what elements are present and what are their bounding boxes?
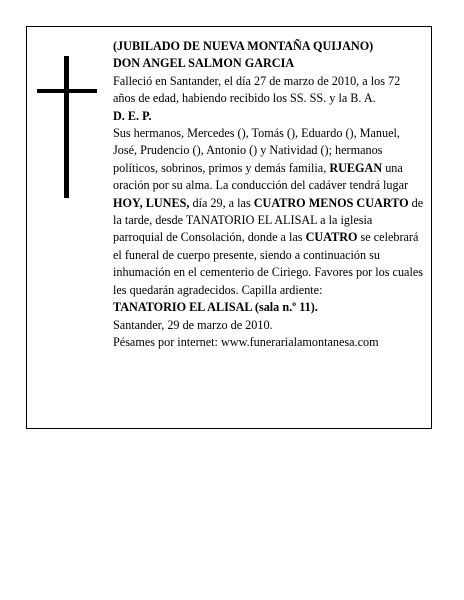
family-text-4: de la tarde, desde TANATORIO EL ALISAL a la iglesia parroquial de Consolación, donde a las [113,195,424,245]
cross-horizontal-bar [37,89,97,93]
family-text-3: día 29, a las [192,195,251,210]
family-paragraph [113,125,425,299]
obituary-notice [26,26,432,429]
deceased-name: DON ANGEL SALMON GARCIA [113,56,295,71]
cross-vertical-bar [64,56,69,198]
heading-line-1: (JUBILADO DE NUEVA MONTAÑA QUIJANO) [113,39,374,53]
family-text-5: se celebrará el funeral de cuerpo presente, siendo a continuación su inhumación en el cementerio de Ciriego. Favores por los cuales les quedarán agradecidos. Capilla ardiente: [113,230,424,297]
dep-line: D. E. P. [113,108,152,123]
death-announcement: Falleció en Santander, el día 27 de marzo de 2010, a los 72 años de edad, habiendo recibido los SS. SS. y la B. A. [113,73,401,106]
date-line: Santander, 29 de marzo de 2010. [113,317,273,332]
cross-icon [37,56,97,198]
funeral-time-text: CUATRO [305,230,358,245]
family-text-1: Sus hermanos, Mercedes (), Tomás (), Eduardo (), Manuel, José, Prudencio (), Antonio () y Natividad (); hermanos políticos, sobrinos, primos y demás familia, [113,126,400,175]
condolences-line: Pésames por internet: www.funerarialamontanesa.com [113,334,379,349]
notice-text [113,38,425,351]
time-text: CUATRO MENOS CUARTO [253,195,409,210]
chapel-line: TANATORIO EL ALISAL (sala n.º 11). [113,300,318,315]
family-text-2: una oración por su alma. La conducción del cadáver tendrá lugar [113,160,409,193]
day-text: HOY, LUNES, [113,195,190,210]
ruegan-text: RUEGAN [329,160,383,175]
